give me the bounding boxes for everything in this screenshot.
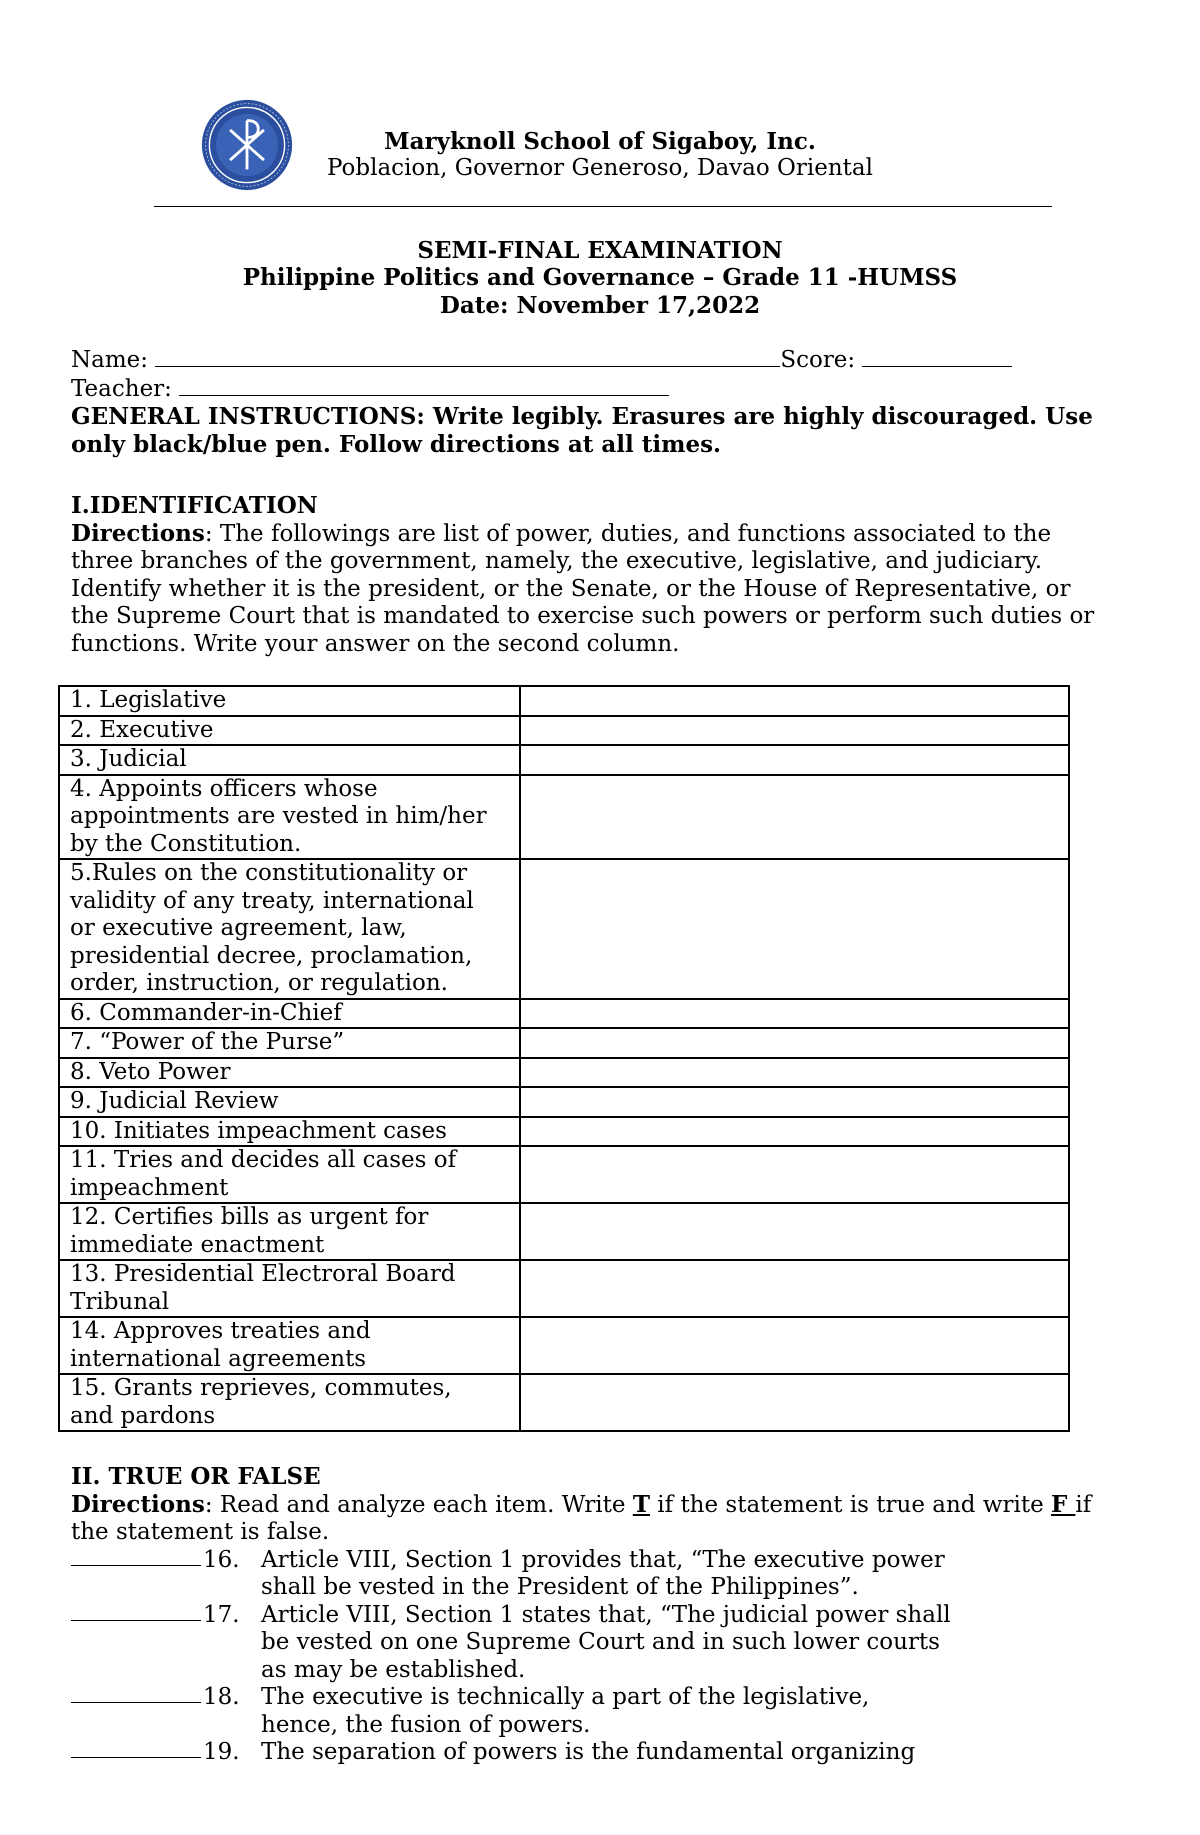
question-cell xyxy=(59,1058,520,1088)
question-cell xyxy=(59,1317,520,1374)
score-blank[interactable] xyxy=(862,346,1012,367)
table-row xyxy=(59,745,1069,775)
question-cell xyxy=(59,1028,520,1058)
table-row xyxy=(59,1117,1069,1147)
item-text: hence, the fusion of powers. xyxy=(261,1711,591,1738)
answer-cell[interactable] xyxy=(520,686,1069,716)
question-text: validity of any treaty, international xyxy=(70,887,474,914)
question-cell xyxy=(59,1260,520,1317)
identification-table xyxy=(58,685,1070,1432)
item-text: Article VIII, Section 1 states that, “The judicial power shall xyxy=(261,1601,951,1628)
question-text: 9. Judicial Review xyxy=(70,1088,279,1114)
exam-title: SEMI-FINAL EXAMINATION xyxy=(417,237,783,264)
question-text: 6. Commander-in-Chief xyxy=(70,999,342,1026)
question-text: 1. Legislative xyxy=(70,687,227,713)
table-row xyxy=(59,775,1069,860)
question-text: by the Constitution. xyxy=(70,830,302,857)
question-cell xyxy=(59,775,520,860)
question-text: 2. Executive xyxy=(70,716,214,743)
table-row xyxy=(59,1058,1069,1088)
list-item xyxy=(71,1739,1131,1767)
question-text: order, instruction, or regulation. xyxy=(70,970,448,996)
table-row xyxy=(59,1374,1069,1431)
list-item xyxy=(71,1574,1131,1602)
part1-intro xyxy=(71,492,1131,658)
question-cell xyxy=(59,1087,520,1117)
part1-directions-line: the Supreme Court that is mandated to exercise such powers or perform such duties or xyxy=(71,603,1095,629)
item-number: 16. xyxy=(203,1546,240,1573)
item-text: The separation of powers is the fundamental organizing xyxy=(261,1739,916,1765)
general-instructions-line2: only black/blue pen. Follow directions at all times. xyxy=(71,430,722,458)
question-text: presidential decree, proclamation, xyxy=(70,942,473,969)
answer-cell[interactable] xyxy=(520,1260,1069,1317)
list-item xyxy=(71,1547,1131,1575)
true-false-items xyxy=(71,1547,1131,1767)
item-number: 18. xyxy=(203,1684,240,1710)
table-row xyxy=(59,859,1069,999)
question-cell xyxy=(59,686,520,716)
true-letter: T xyxy=(632,1490,650,1518)
question-text: or executive agreement, law, xyxy=(70,915,407,941)
question-text: appointments are vested in him/her xyxy=(70,803,487,829)
question-text: 15. Grants reprieves, commutes, xyxy=(70,1375,452,1401)
student-fields xyxy=(71,346,1131,458)
question-text: impeachment xyxy=(70,1174,229,1201)
school-address: Poblacion, Governor Generoso, Davao Oriental xyxy=(327,155,873,181)
question-cell xyxy=(59,745,520,775)
answer-cell[interactable] xyxy=(520,745,1069,775)
table-row xyxy=(59,1260,1069,1317)
item-number: 19. xyxy=(203,1739,240,1765)
question-cell xyxy=(59,1374,520,1431)
answer-blank[interactable] xyxy=(71,1565,201,1566)
item-text: Article VIII, Section 1 provides that, “The executive power xyxy=(261,1546,945,1573)
question-text: 12. Certifies bills as urgent for xyxy=(70,1204,429,1230)
answer-cell[interactable] xyxy=(520,775,1069,860)
answer-cell[interactable] xyxy=(520,1028,1069,1058)
question-text: 11. Tries and decides all cases of xyxy=(70,1147,457,1173)
answer-cell[interactable] xyxy=(520,1203,1069,1260)
part2-section xyxy=(71,1463,1131,1767)
question-text: 4. Appoints officers whose xyxy=(70,775,378,802)
answer-cell[interactable] xyxy=(520,716,1069,746)
answer-cell[interactable] xyxy=(520,859,1069,999)
list-item xyxy=(71,1712,1131,1740)
answer-cell[interactable] xyxy=(520,1058,1069,1088)
part1-directions-line: functions. Write your answer on the second column. xyxy=(71,630,680,657)
answer-cell[interactable] xyxy=(520,1087,1069,1117)
list-item xyxy=(71,1657,1131,1685)
general-instructions-line1: GENERAL INSTRUCTIONS: Write legibly. Erasures are highly discouraged. Use xyxy=(71,403,1093,430)
question-cell xyxy=(59,1117,520,1147)
answer-cell[interactable] xyxy=(520,1374,1069,1431)
question-text: Tribunal xyxy=(70,1288,170,1315)
answer-blank[interactable] xyxy=(71,1702,201,1703)
answer-cell[interactable] xyxy=(520,1317,1069,1374)
question-cell xyxy=(59,716,520,746)
question-text: 14. Approves treaties and xyxy=(70,1318,371,1344)
part1-directions-line: : The followings are list of power, duties, and functions associated to the xyxy=(204,520,1052,547)
table-row xyxy=(59,1028,1069,1058)
part2-heading: II. TRUE OR FALSE xyxy=(71,1463,321,1490)
item-text: The executive is technically a part of the legislative, xyxy=(261,1684,870,1710)
question-text: and pardons xyxy=(70,1402,216,1429)
exam-date: Date: November 17,2022 xyxy=(439,292,761,319)
answer-blank[interactable] xyxy=(71,1757,201,1758)
question-text: international agreements xyxy=(70,1345,367,1372)
question-text: 7. “Power of the Purse” xyxy=(70,1029,345,1055)
table-row xyxy=(59,716,1069,746)
name-label: Name: xyxy=(71,347,156,373)
part2-directions-label: Directions xyxy=(71,1490,205,1518)
school-name: Maryknoll School of Sigaboy, Inc. xyxy=(384,128,816,155)
part1-directions-label: Directions xyxy=(71,519,205,547)
question-cell xyxy=(59,1146,520,1203)
question-cell xyxy=(59,1203,520,1260)
question-text: immediate enactment xyxy=(70,1231,325,1258)
part2-directions-line2: the statement is false. xyxy=(71,1519,330,1545)
teacher-label: Teacher: xyxy=(71,375,180,402)
item-number: 17. xyxy=(203,1601,240,1628)
table-row xyxy=(59,1203,1069,1260)
part2-directions-text: if xyxy=(1075,1491,1092,1518)
list-item xyxy=(71,1684,1131,1712)
table-row xyxy=(59,1317,1069,1374)
table-row xyxy=(59,999,1069,1029)
part1-heading: I.IDENTIFICATION xyxy=(71,492,318,519)
table-row xyxy=(59,1087,1069,1117)
list-item xyxy=(71,1602,1131,1630)
question-text: 8. Veto Power xyxy=(70,1058,231,1085)
header-divider xyxy=(154,206,1052,207)
exam-subject: Philippine Politics and Governance – Grade 11 -HUMSS xyxy=(242,264,958,291)
part1-directions-line: Identify whether it is the president, or the Senate, or the House of Representative, or xyxy=(71,575,1071,602)
question-text: 3. Judicial xyxy=(70,746,187,772)
question-cell xyxy=(59,859,520,999)
false-letter: F xyxy=(1051,1490,1076,1518)
question-text: 13. Presidential Electroral Board xyxy=(70,1261,456,1287)
item-text: as may be established. xyxy=(261,1656,526,1683)
answer-blank[interactable] xyxy=(71,1620,201,1621)
part2-directions-text: if the statement is true and write xyxy=(649,1491,1052,1518)
table-row xyxy=(59,686,1069,716)
answer-cell[interactable] xyxy=(520,1146,1069,1203)
question-text: 10. Initiates impeachment cases xyxy=(70,1117,447,1144)
list-item xyxy=(71,1629,1131,1657)
name-blank[interactable] xyxy=(155,346,780,367)
answer-cell[interactable] xyxy=(520,1117,1069,1147)
table-row xyxy=(59,1146,1069,1203)
teacher-blank[interactable] xyxy=(179,375,669,396)
question-cell xyxy=(59,999,520,1029)
question-text: 5.Rules on the constitutionality or xyxy=(70,860,468,886)
answer-cell[interactable] xyxy=(520,999,1069,1029)
part2-directions-text: : Read and analyze each item. Write xyxy=(204,1491,633,1518)
part1-directions-line: three branches of the government, namely, the executive, legislative, and judiciary. xyxy=(71,548,1043,574)
item-text: shall be vested in the President of the Philippines”. xyxy=(261,1574,859,1600)
score-label: Score: xyxy=(780,347,863,373)
item-text: be vested on one Supreme Court and in such lower courts xyxy=(261,1629,940,1655)
